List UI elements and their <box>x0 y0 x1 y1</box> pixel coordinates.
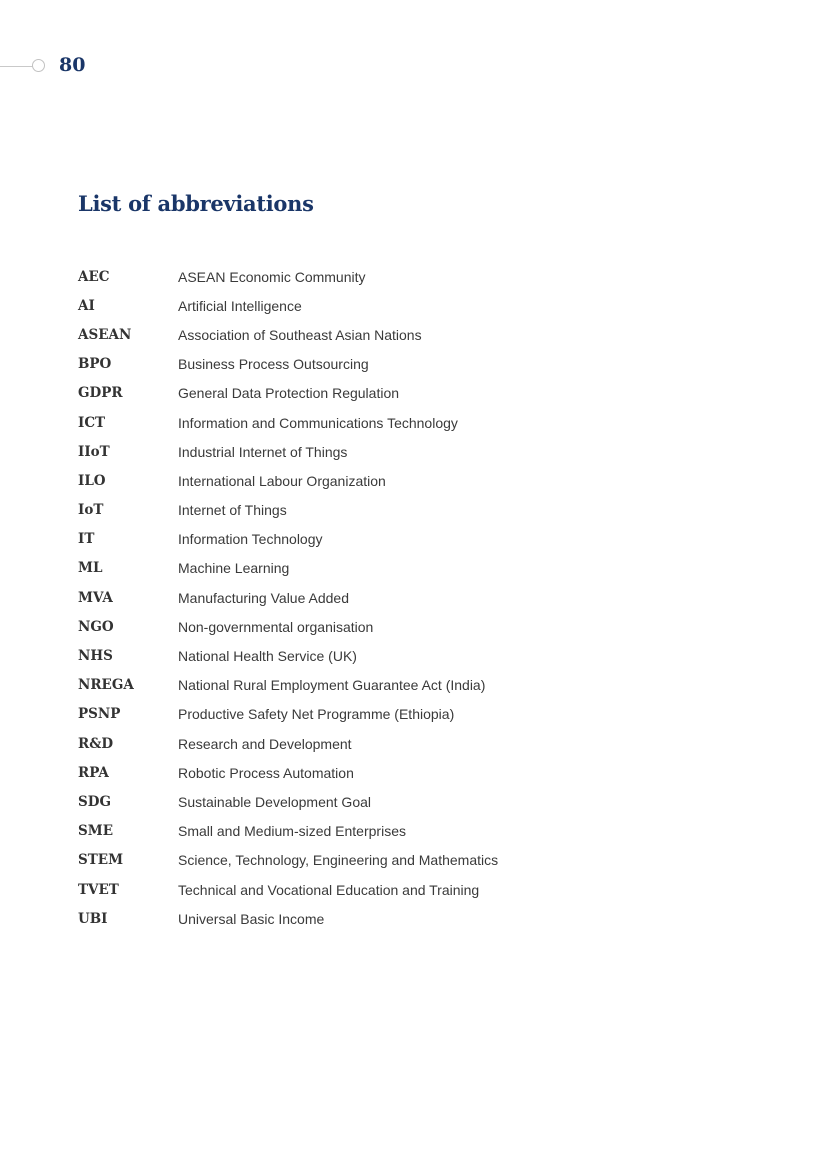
abbreviation-definition: Universal Basic Income <box>178 910 325 927</box>
abbreviation-term: UBI <box>78 910 108 927</box>
list-item <box>78 875 678 904</box>
abbreviation-definition: Technical and Vocational Education and Training <box>178 881 480 898</box>
abbreviation-definition: Manufacturing Value Added <box>178 589 349 606</box>
circle-marker-icon <box>32 59 45 72</box>
abbreviation-definition: National Rural Employment Guarantee Act (India) <box>178 677 486 694</box>
abbreviation-term: GDPR <box>78 385 123 402</box>
list-item <box>78 496 678 525</box>
abbreviation-term: STEM <box>78 852 124 869</box>
abbreviation-term: ASEAN <box>78 326 132 343</box>
abbreviation-term: SDG <box>78 793 111 810</box>
abbreviation-term: ILO <box>78 472 106 489</box>
list-item <box>78 758 678 787</box>
abbreviation-term: PSNP <box>78 706 121 723</box>
abbreviation-definition: Productive Safety Net Programme (Ethiopia) <box>178 706 455 723</box>
abbreviation-definition: Small and Medium-sized Enterprises <box>178 823 406 840</box>
list-item <box>78 729 678 758</box>
abbreviation-term: NHS <box>78 648 113 665</box>
abbreviation-definition: Science, Technology, Engineering and Mathematics <box>178 852 499 869</box>
abbreviation-term: IIoT <box>78 443 110 460</box>
list-item <box>78 904 678 933</box>
abbreviation-term: IT <box>78 531 95 548</box>
list-item <box>78 379 678 408</box>
abbreviation-definition: Non-governmental organisation <box>178 618 374 635</box>
abbreviation-term: AI <box>78 297 95 314</box>
list-item <box>78 525 678 554</box>
list-item <box>78 817 678 846</box>
list-item <box>78 700 678 729</box>
list-item <box>78 408 678 437</box>
list-item <box>78 846 678 875</box>
list-item <box>78 320 678 349</box>
list-item <box>78 612 678 641</box>
abbreviation-definition: Internet of Things <box>178 502 287 519</box>
abbreviation-definition: Information and Communications Technology <box>178 414 458 431</box>
list-item <box>78 641 678 670</box>
abbreviation-term: NREGA <box>78 677 134 694</box>
abbreviation-definition: National Health Service (UK) <box>178 648 357 665</box>
abbreviation-definition: Machine Learning <box>178 560 290 577</box>
page-title: List of abbreviations <box>78 191 314 216</box>
abbreviation-term: IoT <box>78 502 104 519</box>
list-item <box>78 291 678 320</box>
abbreviation-term: ICT <box>78 414 106 431</box>
marker-line <box>0 66 33 67</box>
abbreviation-definition: General Data Protection Regulation <box>178 385 400 402</box>
abbreviation-term: RPA <box>78 764 109 781</box>
abbreviation-term: NGO <box>78 618 114 635</box>
page-number: 80 <box>59 54 86 76</box>
abbreviation-term: AEC <box>78 268 110 285</box>
abbreviation-term: SME <box>78 823 113 840</box>
abbreviation-definition: Association of Southeast Asian Nations <box>178 326 422 343</box>
abbreviation-definition: Research and Development <box>178 735 352 752</box>
abbreviation-term: ML <box>78 560 103 577</box>
list-item <box>78 583 678 612</box>
list-item <box>78 671 678 700</box>
list-item <box>78 466 678 495</box>
abbreviation-definition: Artificial Intelligence <box>178 297 302 314</box>
page-marker <box>0 52 120 82</box>
abbreviation-term: MVA <box>78 589 113 606</box>
abbreviation-definition: ASEAN Economic Community <box>178 268 366 285</box>
abbreviation-term: BPO <box>78 356 112 373</box>
list-item <box>78 262 678 291</box>
abbreviation-definition: Robotic Process Automation <box>178 764 354 781</box>
abbreviation-term: R&D <box>78 735 114 752</box>
abbreviation-definition: Industrial Internet of Things <box>178 443 348 460</box>
abbreviation-list <box>78 262 678 933</box>
abbreviation-definition: Sustainable Development Goal <box>178 793 372 810</box>
abbreviation-definition: Business Process Outsourcing <box>178 356 369 373</box>
list-item <box>78 787 678 816</box>
abbreviation-definition: International Labour Organization <box>178 472 386 489</box>
list-item <box>78 437 678 466</box>
abbreviation-term: TVET <box>78 881 119 898</box>
list-item <box>78 350 678 379</box>
abbreviation-definition: Information Technology <box>178 531 323 548</box>
list-item <box>78 554 678 583</box>
